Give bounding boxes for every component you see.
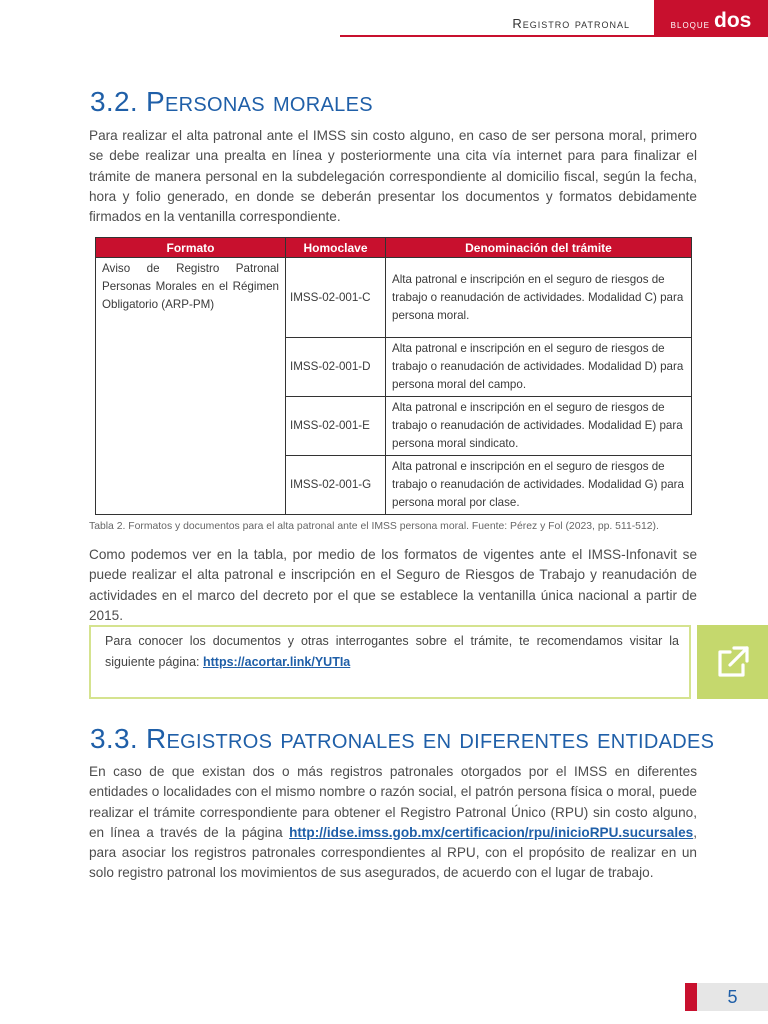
table-caption: Tabla 2. Formatos y documentos para el alta patronal ante el IMSS persona moral. Fuente: Pérez y Fol (2023, pp. 511-512). [89,521,659,532]
recommendation-callout [89,625,691,699]
page-number: 5 [697,983,768,1011]
table-header-row [96,238,692,258]
block-label-big: dos [714,9,752,32]
section-3-3-text-a: En caso de que existan dos o más registros patronales otorgados por el IMSS en diferentes entidades o localidades con el mismo nombre o razón social, el patrón persona física o moral, puede realizar el trámite correspondiente para obtener el Registro Patronal Único (RPU) sin costo alguno, en línea a través de la página [89,764,697,840]
denominacion-cell: Alta patronal e inscripción en el seguro de riesgos de trabajo o reanudación de actividades. Modalidad E) para persona moral sindicato. [386,397,692,456]
denominacion-cell: Alta patronal e inscripción en el seguro de riesgos de trabajo o reanudación de actividades. Modalidad C) para persona moral. [386,258,692,338]
section-title-3-2: 3.2. Personas morales [90,86,373,117]
block-badge [654,0,768,37]
header-rule [340,35,654,37]
formato-cell: Aviso de Registro Patronal Personas Morales en el Régimen Obligatorio (ARP-PM) [96,258,286,515]
table-header-cell: Denominación del trámite [386,238,692,258]
callout-text [105,631,679,673]
denominacion-cell: Alta patronal e inscripción en el seguro de riesgos de trabajo o reanudación de actividades. Modalidad D) para persona moral del campo. [386,338,692,397]
callout-text-body: Para conocer los documentos y otras interrogantes sobre el trámite, te recomendamos visitar la siguiente página: [105,634,679,669]
table-header-cell: Homoclave [286,238,386,258]
table-row [96,258,692,338]
block-label-small: bloque [670,17,710,31]
denominacion-cell: Alta patronal e inscripción en el seguro de riesgos de trabajo o reanudación de actividades. Modalidad G) para persona moral por clase. [386,456,692,515]
external-link-icon[interactable] [697,625,768,699]
running-header-title: Registro patronal [512,16,630,31]
formats-table [95,237,692,515]
section-3-3-text-b: , para asociar los registros patronales correspondientes al RPU, con el propósito de realizar en un solo registro patronal los movimientos de sus asegurados, de acuerdo con el lugar de trabajo. [89,824,697,881]
callout-link[interactable]: https://acortar.link/YUTIa [203,655,351,669]
table-header-cell: Formato [96,238,286,258]
section-3-2-paragraph: Para realizar el alta patronal ante el IMSS sin costo alguno, en caso de ser persona moral, primero se debe realizar una prealta en línea y posteriormente una cita vía internet para para finalizar el trámite de manera personal en la subdelegación correspondiente al domicilio fiscal, según la fecha, hora y folio generado, en donde se deberán presentar los documentos y formatos debidamente firmados en la ventanilla correspondiente. [89,128,697,225]
section-3-3-paragraph [89,762,697,884]
page-marker [685,983,697,1011]
paragraph-after-table: Como podemos ver en la tabla, por medio de los formatos de vigentes ante el IMSS-Infonavit se puede realizar el alta patronal e inscripción en el Seguro de Riesgos de Trabajo y reanudación de actividades en el marco del decreto por el que se establece la ventanilla única nacional a partir de 2015. [89,547,697,623]
rpu-link[interactable]: http://idse.imss.gob.mx/certificacion/rpu/inicioRPU.sucursales [289,824,694,840]
section-title-3-3: 3.3. Registros patronales en diferentes entidades [90,723,715,754]
homoclave-cell: IMSS-02-001-D [286,338,386,397]
homoclave-cell: IMSS-02-001-G [286,456,386,515]
homoclave-cell: IMSS-02-001-E [286,397,386,456]
homoclave-cell: IMSS-02-001-C [286,258,386,338]
